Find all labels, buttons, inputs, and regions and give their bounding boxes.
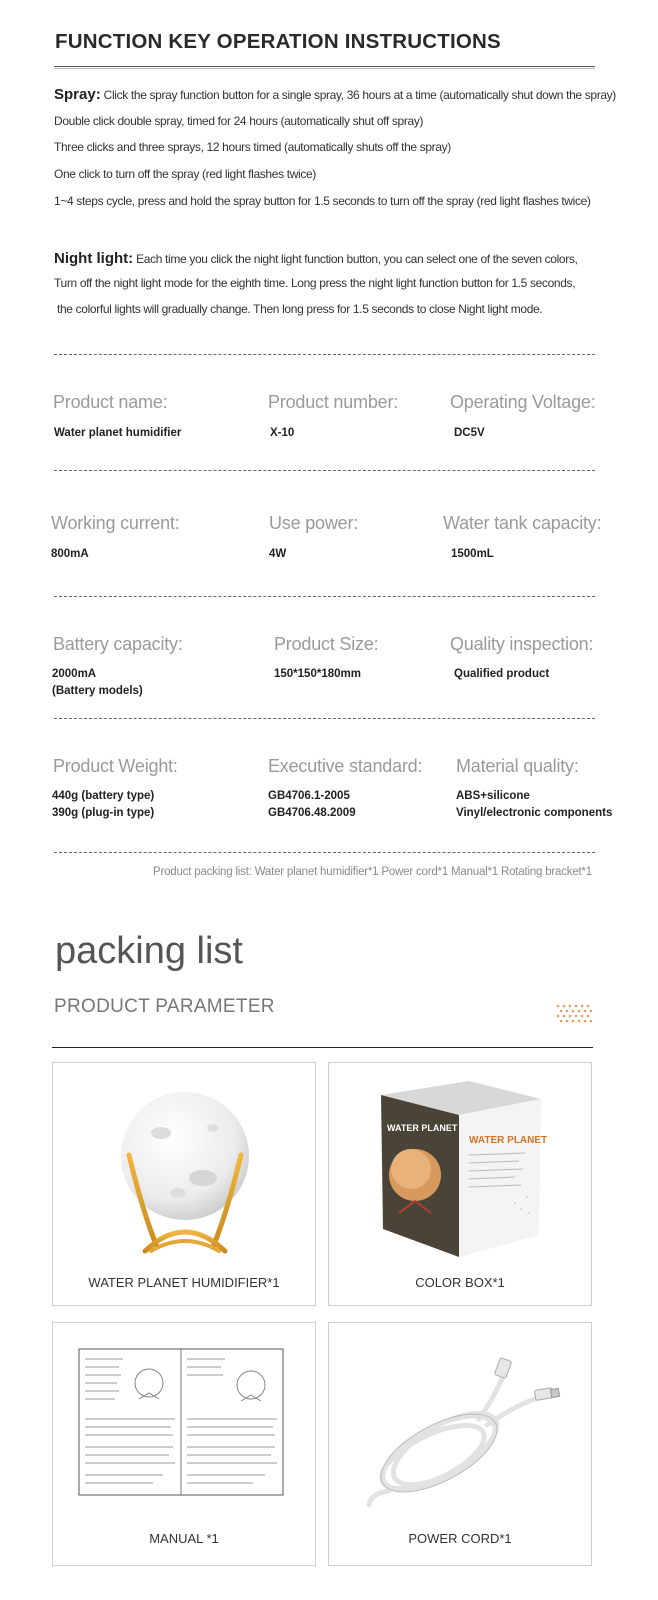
spray-line-4: One click to turn off the spray (red light flashes twice) bbox=[54, 167, 316, 181]
param-value: 2000mA bbox=[52, 668, 97, 680]
section-title: FUNCTION KEY OPERATION INSTRUCTIONS bbox=[55, 30, 501, 53]
night-light-text-1: Each time you click the night light function button, you can select one of the seven colors, bbox=[136, 252, 578, 266]
dashed-divider bbox=[54, 354, 595, 355]
param-value-secondary: 390g (plug-in type) bbox=[52, 807, 155, 819]
title-divider bbox=[54, 66, 595, 67]
param-value: 800mA bbox=[51, 548, 89, 560]
packing-item-manual bbox=[52, 1322, 316, 1566]
packing-list-title: packing list bbox=[55, 930, 243, 972]
param-value: ABS+silicone bbox=[456, 790, 530, 802]
param-label: Material quality: bbox=[456, 756, 579, 776]
humidifier-image bbox=[53, 1063, 316, 1306]
param-value-secondary: GB4706.48.2009 bbox=[268, 807, 356, 819]
packing-note: Product packing list: Water planet humidifier*1 Power cord*1 Manual*1 Rotating bracket*1 bbox=[152, 866, 592, 878]
param-value: X-10 bbox=[270, 427, 295, 439]
packing-list-divider bbox=[52, 1047, 593, 1048]
spray-text-1: Click the spray function button for a single spray, 36 hours at a time (automatically shut down the spray) bbox=[103, 88, 616, 102]
param-value: Water planet humidifier bbox=[54, 427, 182, 439]
dashed-divider bbox=[54, 470, 595, 471]
dashed-divider bbox=[54, 718, 595, 719]
dashed-divider bbox=[54, 596, 595, 597]
packing-item-color-box bbox=[328, 1062, 592, 1306]
packing-item-power-cord bbox=[328, 1322, 592, 1566]
param-label: Product Weight: bbox=[53, 756, 178, 776]
param-label: Use power: bbox=[269, 513, 359, 533]
param-label: Operating Voltage: bbox=[450, 392, 596, 412]
packing-item-label: MANUAL *1 bbox=[149, 1531, 219, 1546]
spray-line-5: 1~4 steps cycle, press and hold the spray button for 1.5 seconds to turn off the spray (red light flashes twice) bbox=[54, 194, 591, 208]
packing-item-label: POWER CORD*1 bbox=[408, 1531, 512, 1546]
spray-line-3: Three clicks and three sprays, 12 hours timed (automatically shuts off the spray) bbox=[54, 140, 451, 154]
param-label: Product Size: bbox=[274, 634, 379, 654]
power-cord-image bbox=[329, 1323, 592, 1566]
night-light-line-1 bbox=[54, 250, 578, 267]
packing-item-label: COLOR BOX*1 bbox=[415, 1275, 505, 1290]
param-value: Qualified product bbox=[454, 668, 550, 680]
packing-item-humidifier bbox=[52, 1062, 316, 1306]
param-label: Executive standard: bbox=[268, 756, 423, 776]
param-value-secondary: (Battery models) bbox=[52, 685, 143, 697]
spray-line-2: Double click double spray, timed for 24 hours (automatically shut off spray) bbox=[54, 114, 424, 128]
decorative-dots-icon bbox=[555, 1003, 595, 1025]
color-box-image bbox=[329, 1063, 592, 1306]
param-value: DC5V bbox=[454, 427, 485, 439]
spray-line-1 bbox=[54, 86, 616, 103]
param-label: Water tank capacity: bbox=[443, 513, 602, 533]
param-value: 4W bbox=[269, 548, 287, 560]
param-value-secondary: Vinyl/electronic components bbox=[456, 807, 613, 819]
param-label: Battery capacity: bbox=[53, 634, 183, 654]
dashed-divider bbox=[54, 852, 595, 853]
night-light-line-2: Turn off the night light mode for the eighth time. Long press the night light function button for 1.5 seconds, bbox=[54, 276, 576, 290]
param-value: GB4706.1-2005 bbox=[268, 790, 350, 802]
manual-image bbox=[53, 1323, 316, 1566]
box-title-text: WATER PLANET bbox=[469, 1135, 548, 1146]
param-value: 150*150*180mm bbox=[274, 668, 361, 680]
spray-label: Spray: bbox=[54, 86, 101, 103]
night-light-line-3: the colorful lights will gradually change. Then long press for 1.5 seconds to close Night light mode. bbox=[54, 302, 543, 316]
param-label: Working current: bbox=[51, 513, 180, 533]
param-label: Quality inspection: bbox=[450, 634, 594, 654]
param-label: Product number: bbox=[268, 392, 399, 412]
title-divider-shadow bbox=[54, 68, 595, 69]
param-value: 1500mL bbox=[451, 548, 494, 560]
param-label: Product name: bbox=[53, 392, 168, 412]
packing-item-label: WATER PLANET HUMIDIFIER*1 bbox=[88, 1275, 280, 1290]
packing-list-subtitle: PRODUCT PARAMETER bbox=[54, 996, 275, 1017]
box-brand-text: WATER PLANET bbox=[387, 1123, 458, 1133]
param-value: 440g (battery type) bbox=[52, 790, 155, 802]
night-light-label: Night light: bbox=[54, 250, 134, 267]
